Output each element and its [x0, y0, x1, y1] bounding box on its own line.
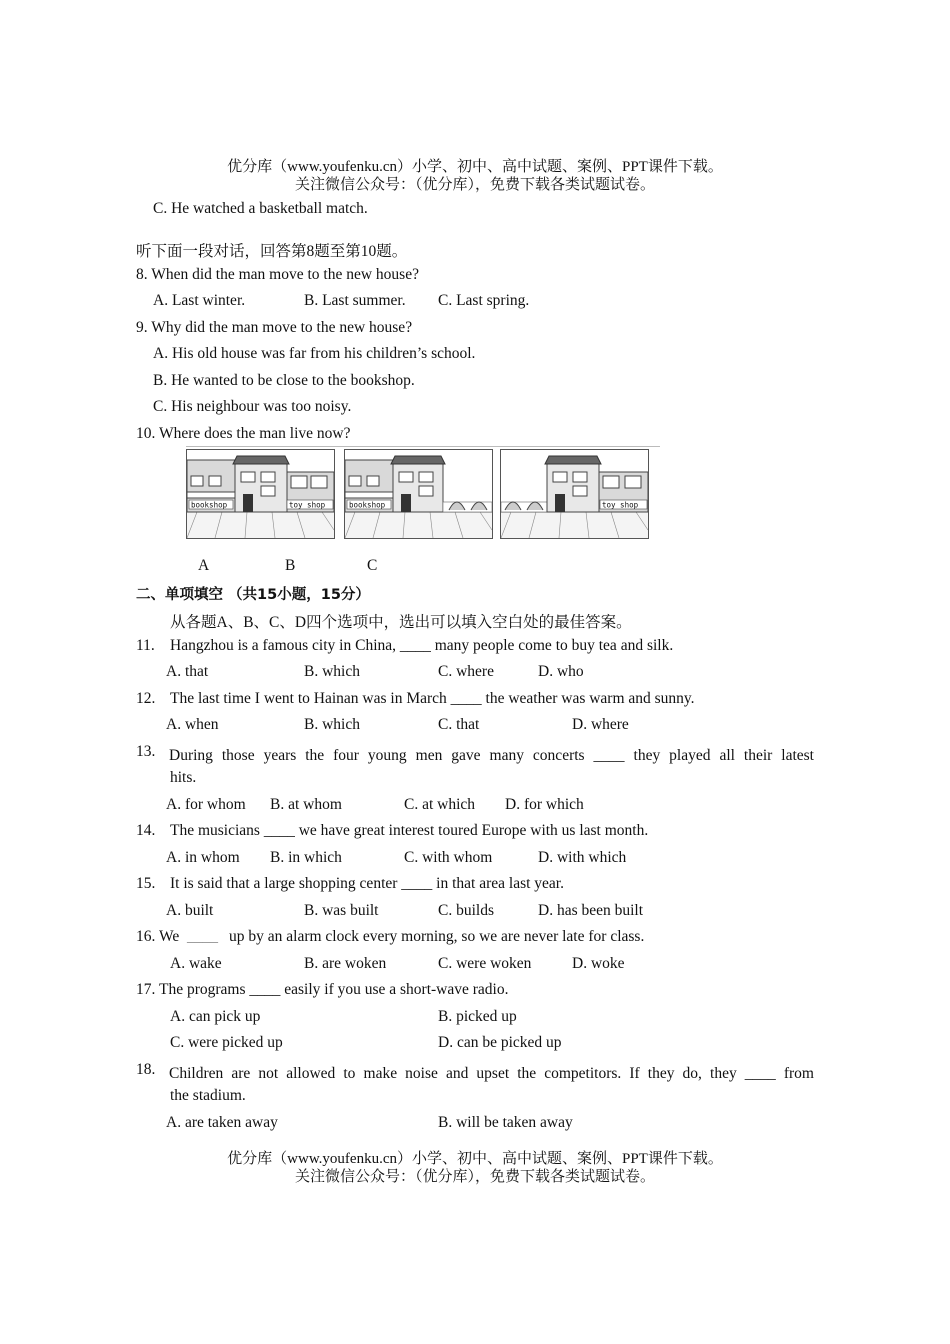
q13-option-a: A. for whom: [166, 796, 246, 813]
scene-c: [500, 449, 649, 539]
scene-a-toyshop-sign: toy shop: [289, 500, 326, 510]
q15-option-c: C. builds: [438, 902, 494, 919]
q8-option-c: C. Last spring.: [438, 292, 530, 309]
page-footer-line1: 优分库（www.youfenku.cn）小学、初中、高中试题、案例、PPT课件下载。: [227, 1151, 723, 1167]
q10-label-b: B: [285, 557, 296, 574]
scene-a-drawing: [187, 450, 334, 538]
q11-option-b: B. which: [304, 663, 360, 680]
prev-question-option-c: C. He watched a basketball match.: [153, 200, 368, 217]
q12-option-b: B. which: [304, 716, 360, 733]
q16-option-d: D. woke: [572, 955, 625, 972]
q17-option-c: C. were picked up: [170, 1034, 283, 1051]
section2-instruction: 从各题A、B、C、D四个选项中，选出可以填入空白处的最佳答案。: [170, 614, 632, 631]
scene-a-bookshop-sign: bookshop: [191, 500, 228, 510]
q8-option-a: A. Last winter.: [153, 292, 246, 309]
q15-number: 15.: [136, 875, 156, 892]
q11-stem: Hangzhou is a famous city in China, ____ many people come to buy tea and silk.: [170, 637, 674, 654]
scene-b-bookshop-sign: bookshop: [349, 500, 386, 510]
q18-stem-line2: the stadium.: [170, 1087, 246, 1104]
page-footer-line2: 关注微信公众号：（优分库），免费下载各类试题试卷。: [294, 1169, 655, 1185]
q10-label-c: C: [367, 557, 378, 574]
q13-stem-block: [136, 743, 814, 770]
q13-option-d: D. for which: [505, 796, 584, 813]
scene-a: [186, 449, 335, 539]
q12-stem: The last time I went to Hainan was in March ____ the weather was warm and sunny.: [170, 690, 695, 707]
q13-stem-line2: hits.: [170, 769, 197, 786]
scene-c-toyshop-sign: toy shop: [602, 500, 639, 510]
q17-option-d: D. can be picked up: [438, 1034, 562, 1051]
q8-option-b: B. Last summer.: [304, 292, 406, 309]
q16-stem-end: up by an alarm clock every morning, so we are never late for class.: [229, 928, 645, 945]
q12-option-c: C. that: [438, 716, 480, 733]
q15-option-d: D. has been built: [538, 902, 644, 919]
q13-stem-line1: During those years the four young men gave many concerts ____ they played all their latest: [169, 747, 814, 764]
q13-option-c: C. at which: [404, 796, 476, 813]
q14-option-c: C. with whom: [404, 849, 493, 866]
q10-label-a: A: [198, 557, 210, 574]
q14-option-b: B. in which: [270, 849, 342, 866]
q16-option-a: A. wake: [170, 955, 222, 972]
q17-stem: 17. The programs ____ easily if you use a short-wave radio.: [136, 981, 509, 998]
q9-option-c: C. His neighbour was too noisy.: [153, 398, 352, 415]
q11-option-c: C. where: [438, 663, 494, 680]
q12-number: 12.: [136, 690, 156, 707]
q18-stem-block: [136, 1061, 814, 1088]
q11-option-a: A. that: [166, 663, 209, 680]
q9-option-b: B. He wanted to be close to the bookshop.: [153, 372, 415, 389]
q15-option-b: B. was built: [304, 902, 379, 919]
q11-option-d: D. who: [538, 663, 584, 680]
figure-rule: [186, 446, 660, 447]
q16-blank: ____: [187, 928, 218, 945]
q14-option-a: A. in whom: [166, 849, 240, 866]
scene-b: [344, 449, 493, 539]
page-header-line2: 关注微信公众号：（优分库），免费下载各类试题试卷。: [294, 177, 655, 193]
q18-stem-line1: Children are not allowed to make noise and upset the competitors. If they do, they ____ from: [169, 1065, 814, 1082]
q15-stem: It is said that a large shopping center ____ in that area last year.: [170, 875, 564, 892]
q9-option-a: A. His old house was far from his children’s school.: [153, 345, 476, 362]
q13-option-b: B. at whom: [270, 796, 342, 813]
q17-option-b: B. picked up: [438, 1008, 517, 1025]
q8-stem: 8. When did the man move to the new house?: [136, 266, 419, 283]
scene-b-drawing: [345, 450, 492, 538]
q18-option-a: A. are taken away: [166, 1114, 278, 1131]
q14-stem: The musicians ____ we have great interest toured Europe with us last month.: [170, 822, 649, 839]
scene-c-drawing: [501, 450, 648, 538]
q15-option-a: A. built: [166, 902, 214, 919]
q12-option-a: A. when: [166, 716, 219, 733]
q14-option-d: D. with which: [538, 849, 627, 866]
q10-stem: 10. Where does the man live now?: [136, 425, 351, 442]
q11-number: 11.: [136, 637, 155, 654]
section2-title: 二、单项填空 （共15小题，15分）: [136, 587, 370, 603]
page-header-line1: 优分库（www.youfenku.cn）小学、初中、高中试题、案例、PPT课件下载。: [227, 159, 723, 175]
q18-number: 18.: [136, 1061, 156, 1078]
q16-option-c: C. were woken: [438, 955, 532, 972]
q16-stem-start: 16. We: [136, 928, 180, 945]
q9-stem: 9. Why did the man move to the new house?: [136, 319, 413, 336]
q14-number: 14.: [136, 822, 156, 839]
q17-option-a: A. can pick up: [170, 1008, 261, 1025]
q13-number: 13.: [136, 743, 156, 760]
q18-option-b: B. will be taken away: [438, 1114, 573, 1131]
q12-option-d: D. where: [572, 716, 629, 733]
listening-intro: 听下面一段对话，回答第8题至第10题。: [136, 243, 408, 260]
q16-option-b: B. are woken: [304, 955, 387, 972]
